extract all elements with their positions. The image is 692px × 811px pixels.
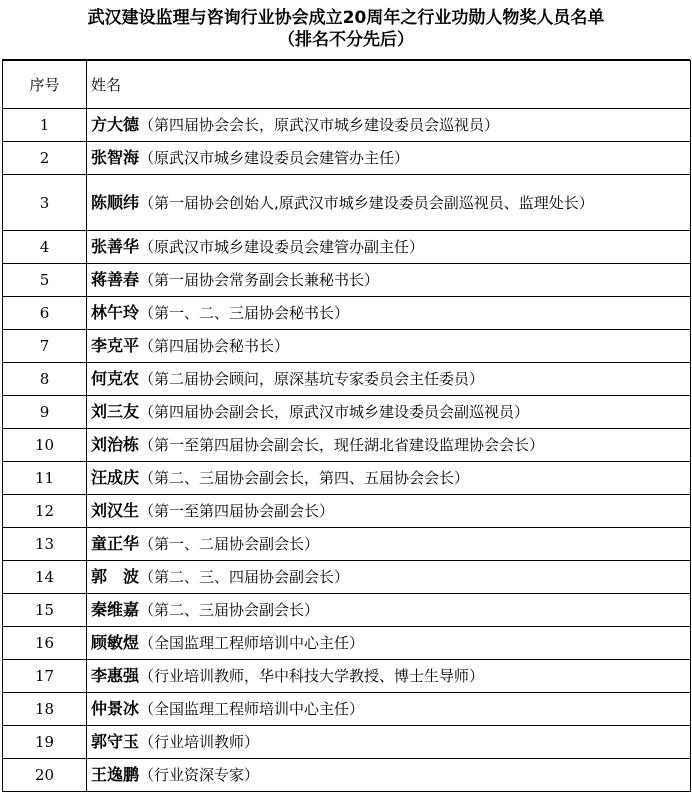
person-description: （第二、三届协会副会长） [139, 601, 320, 619]
person-description: （第四届协会秘书长） [139, 337, 290, 355]
table-row [3, 429, 691, 462]
person-description: （全国监理工程师培训中心主任） [139, 700, 365, 718]
row-name-cell [87, 330, 691, 363]
person-name: 张智海 [91, 148, 140, 167]
table-row [3, 231, 691, 264]
row-name-content [91, 302, 689, 324]
row-seq: 19 [3, 726, 87, 759]
row-seq: 10 [3, 429, 87, 462]
table-row [3, 627, 691, 660]
person-description: （第二、三、四届协会副会长） [139, 568, 350, 586]
row-seq: 7 [3, 330, 87, 363]
row-name-content [91, 434, 689, 456]
title-line-1: 武汉建设监理与咨询行业协会成立20周年之行业功勋人物奖人员名单 [87, 8, 605, 28]
row-name-cell [87, 726, 691, 759]
row-name-cell [87, 660, 691, 693]
table-row [3, 759, 691, 792]
row-seq: 15 [3, 594, 87, 627]
row-seq: 11 [3, 462, 87, 495]
person-name: 童正华 [91, 534, 140, 553]
row-seq: 17 [3, 660, 87, 693]
person-name: 张善华 [91, 237, 140, 256]
person-name: 郭守玉 [91, 732, 140, 751]
row-name-content [91, 335, 689, 357]
person-description: （行业培训教师，华中科技大学教授、博士生导师） [139, 667, 485, 685]
table-row [3, 561, 691, 594]
person-name: 李惠强 [91, 666, 140, 685]
table-row [3, 594, 691, 627]
table-row [3, 297, 691, 330]
person-name: 顾敏煜 [91, 633, 140, 652]
header-seq: 序号 [3, 61, 87, 109]
person-description: （全国监理工程师培训中心主任） [139, 634, 365, 652]
person-description: （第一届协会创始人,原武汉市城乡建设委员会副巡视员、监理处长） [139, 193, 594, 212]
row-seq: 4 [3, 231, 87, 264]
table-row [3, 396, 691, 429]
table-row [3, 175, 691, 231]
row-seq: 2 [3, 142, 87, 175]
row-name-content [91, 599, 689, 621]
row-name-cell [87, 495, 691, 528]
person-description: （第一、二、三届协会秘书长） [139, 304, 350, 322]
row-seq: 16 [3, 627, 87, 660]
row-name-cell [87, 462, 691, 495]
table-row [3, 264, 691, 297]
person-description: （第一至第四届协会副会长） [139, 502, 335, 520]
person-description: （第一至第四届协会副会长，现任湖北省建设监理协会会长） [139, 436, 545, 454]
row-seq: 9 [3, 396, 87, 429]
row-name-cell [87, 759, 691, 792]
person-name: 蒋善春 [91, 270, 140, 289]
row-name-content [91, 467, 689, 489]
table-row [3, 528, 691, 561]
person-name: 汪成庆 [91, 468, 140, 487]
person-name: 秦维嘉 [91, 600, 140, 619]
row-name-content [91, 192, 689, 214]
row-seq: 14 [3, 561, 87, 594]
row-name-content [91, 632, 689, 654]
names-table [2, 60, 691, 792]
table-row [3, 330, 691, 363]
header-name: 姓名 [87, 61, 691, 109]
row-name-cell [87, 175, 691, 231]
person-name: 刘汉生 [91, 501, 140, 520]
row-name-content [91, 114, 689, 136]
header-row [3, 61, 691, 109]
row-name-content [91, 698, 689, 720]
row-seq: 8 [3, 363, 87, 396]
document-title [2, 2, 690, 60]
row-name-cell [87, 429, 691, 462]
person-description: （第一、二届协会副会长） [139, 535, 320, 553]
person-name: 刘三友 [91, 402, 140, 421]
row-seq: 12 [3, 495, 87, 528]
row-name-cell [87, 627, 691, 660]
table-row [3, 462, 691, 495]
row-seq: 1 [3, 109, 87, 142]
table-row [3, 363, 691, 396]
person-description: （行业资深专家） [139, 766, 260, 784]
row-name-content [91, 731, 689, 753]
table-row [3, 660, 691, 693]
row-name-content [91, 665, 689, 687]
title-line-2: （排名不分先后） [278, 30, 414, 50]
person-description: （第四届协会会长，原武汉市城乡建设委员会巡视员） [139, 116, 500, 134]
table-row [3, 693, 691, 726]
person-name: 陈顺纬 [91, 192, 140, 212]
names-table-body [3, 109, 691, 792]
row-seq: 3 [3, 175, 87, 231]
table-row [3, 726, 691, 759]
table-row [3, 109, 691, 142]
person-description: （第一届协会常务副会长兼秘书长） [139, 271, 380, 289]
row-name-content [91, 566, 689, 588]
award-list-sheet [2, 2, 690, 792]
person-name: 李克平 [91, 336, 140, 355]
person-name: 王逸鹏 [91, 765, 140, 784]
person-name: 刘治栋 [91, 435, 140, 454]
row-name-cell [87, 231, 691, 264]
person-name: 仲景冰 [91, 699, 140, 718]
person-description: （原武汉市城乡建设委员会建管办副主任） [139, 238, 425, 256]
row-name-cell [87, 297, 691, 330]
row-name-cell [87, 109, 691, 142]
person-name: 林午玲 [91, 303, 140, 322]
table-row [3, 142, 691, 175]
row-name-cell [87, 561, 691, 594]
row-name-content [91, 500, 689, 522]
row-name-cell [87, 528, 691, 561]
row-name-cell [87, 693, 691, 726]
row-name-cell [87, 142, 691, 175]
person-description: （第二、三届协会副会长，第四、五届协会会长） [139, 469, 470, 487]
row-name-cell [87, 363, 691, 396]
person-description: （第二届协会顾问，原深基坑专家委员会主任委员） [139, 370, 485, 388]
person-name: 方大德 [91, 115, 140, 134]
person-name: 何克农 [91, 369, 140, 388]
row-name-cell [87, 396, 691, 429]
row-name-content [91, 533, 689, 555]
row-seq: 6 [3, 297, 87, 330]
row-name-content [91, 401, 689, 423]
person-name: 郭 波 [91, 567, 140, 586]
person-description: （原武汉市城乡建设委员会建管办主任） [139, 149, 410, 167]
table-row [3, 495, 691, 528]
row-seq: 20 [3, 759, 87, 792]
row-name-content [91, 764, 689, 786]
row-name-cell [87, 264, 691, 297]
row-name-content [91, 147, 689, 169]
person-description: （第四届协会副会长，原武汉市城乡建设委员会副巡视员） [139, 403, 530, 421]
row-seq: 5 [3, 264, 87, 297]
row-name-content [91, 236, 689, 258]
person-description: （行业培训教师） [139, 733, 260, 751]
row-name-content [91, 368, 689, 390]
row-name-content [91, 269, 689, 291]
row-seq: 18 [3, 693, 87, 726]
row-name-cell [87, 594, 691, 627]
row-seq: 13 [3, 528, 87, 561]
